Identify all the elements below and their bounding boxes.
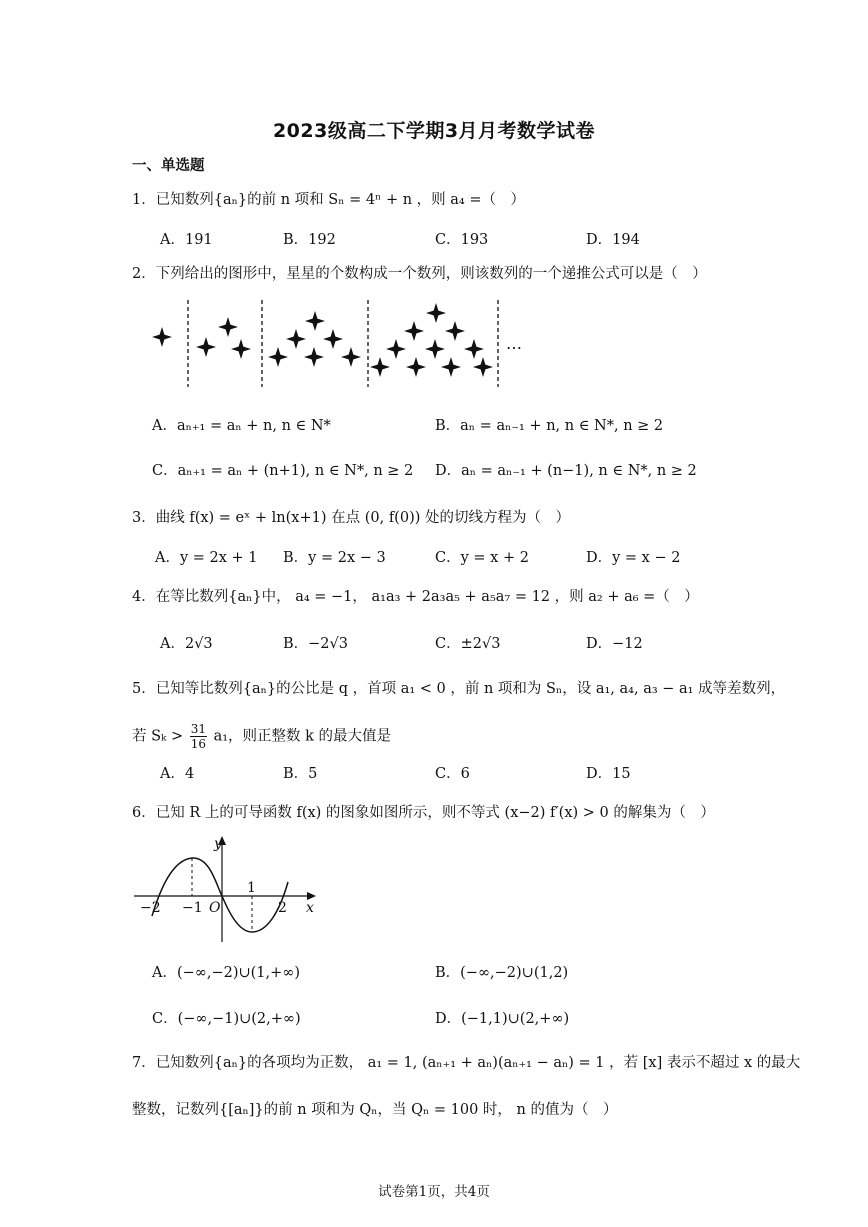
star-icon [425, 339, 445, 359]
q5-option-a: A．4 [160, 766, 195, 782]
question-7-stem-line2: 整数，记数列{[aₙ]}的前 n 项和为 Qₙ，当 Qₙ = 100 时， n 的值为（ ） [132, 1102, 618, 1118]
section-heading: 一、单选题 [132, 157, 205, 174]
q3-option-c: C．y = x + 2 [435, 550, 529, 566]
q2-option-d: D．aₙ = aₙ₋₁ + (n−1), n ∈ N*, n ≥ 2 [435, 463, 697, 479]
tick-label: −2 [140, 900, 161, 916]
q2-option-c: C．aₙ₊₁ = aₙ + (n+1), n ∈ N*, n ≥ 2 [152, 463, 414, 479]
page-title: 2023级高二下学期3月月考数学试卷 [272, 120, 596, 142]
star-pattern-figure [140, 295, 540, 395]
star-icon [152, 327, 172, 347]
star-icon [404, 321, 424, 341]
star-icon [341, 347, 361, 367]
star-icon [473, 357, 493, 377]
q2-option-b: B．aₙ = aₙ₋₁ + n, n ∈ N*, n ≥ 2 [435, 418, 664, 434]
origin-label: O [209, 900, 221, 916]
q3-option-d: D．y = x − 2 [586, 550, 681, 566]
q5-option-c: C．6 [435, 766, 470, 782]
star-icon [196, 337, 216, 357]
function-graph [130, 830, 330, 950]
star-icon [231, 339, 251, 359]
q6-option-d: D．(−1,1)∪(2,+∞) [435, 1011, 570, 1027]
page-footer: 试卷第1页，共4页 [378, 1184, 490, 1200]
question-5-stem: 5．已知等比数列{aₙ}的公比是 q ，首项 a₁ < 0 ，前 n 项和为 Sₙ，设 a₁, a₄, a₃ − a₁ 成等差数列， [132, 681, 786, 697]
ellipsis: … [506, 334, 522, 353]
question-5-stem-line2 [132, 722, 391, 751]
fraction-numerator: 31 [190, 722, 206, 736]
question-3-stem: 3．曲线 f(x) = eˣ + ln(x+1) 在点 (0, f(0)) 处的切线方程为（ ） [132, 510, 570, 526]
star-icon [323, 329, 343, 349]
q5-suffix: a₁，则正整数 k 的最大值是 [213, 728, 392, 745]
question-1-stem: 1．已知数列{aₙ}的前 n 项和 Sₙ = 4ⁿ + n ，则 a₄ =（ ） [132, 192, 525, 208]
star-icon [426, 303, 446, 323]
curve [152, 858, 288, 932]
q3-option-b: B．y = 2x − 3 [283, 550, 386, 566]
q6-option-c: C．(−∞,−1)∪(2,+∞) [152, 1011, 301, 1027]
star-icon [386, 339, 406, 359]
star-icon [441, 357, 461, 377]
x-label: x [306, 900, 314, 916]
q5-prefix: 若 Sₖ > [132, 728, 184, 745]
q1-option-d: D．194 [586, 232, 640, 248]
star-icon [445, 321, 465, 341]
q6-option-b: B．(−∞,−2)∪(1,2) [435, 965, 569, 981]
fraction [190, 722, 207, 751]
question-6-stem: 6．已知 R 上的可导函数 f(x) 的图象如图所示，则不等式 (x−2) f′(x) > 0 的解集为（ ） [132, 805, 715, 821]
q1-option-b: B．192 [283, 232, 336, 248]
q4-option-a: A．2√3 [160, 636, 213, 652]
x-axis-arrow-icon [307, 892, 316, 900]
tick-label: 1 [247, 880, 256, 896]
star-icon [464, 339, 484, 359]
q5-option-b: B．5 [283, 766, 318, 782]
star-icon [406, 357, 426, 377]
star-icon [218, 317, 238, 337]
star-icon [268, 347, 288, 367]
question-4-stem: 4．在等比数列{aₙ}中， a₄ = −1， a₁a₃ + 2a₃a₅ + a₅a₇ = 12 ，则 a₂ + a₆ =（ ） [132, 589, 699, 605]
y-label: y [214, 836, 222, 852]
q2-option-a: A．aₙ₊₁ = aₙ + n, n ∈ N* [152, 418, 331, 434]
tick-label: −1 [182, 900, 203, 916]
fraction-denominator: 16 [190, 737, 206, 751]
q4-option-b: B．−2√3 [283, 636, 348, 652]
q1-option-c: C．193 [435, 232, 489, 248]
q6-option-a: A．(−∞,−2)∪(1,+∞) [152, 965, 301, 981]
question-2-stem: 2．下列给出的图形中，星星的个数构成一个数列，则该数列的一个递推公式可以是（ ） [132, 266, 707, 282]
star-icon [305, 311, 325, 331]
q5-option-d: D．15 [586, 766, 631, 782]
q4-option-c: C．±2√3 [435, 636, 501, 652]
star-icon [370, 357, 390, 377]
question-7-stem: 7．已知数列{aₙ}的各项均为正数， a₁ = 1, (aₙ₊₁ + aₙ)(aₙ₊₁ − aₙ) = 1 ，若 [x] 表示不超过 x 的最大 [132, 1055, 801, 1071]
star-icon [304, 347, 324, 367]
tick-label: 2 [278, 900, 287, 916]
q1-option-a: A．191 [160, 232, 213, 248]
q3-option-a: A．y = 2x + 1 [155, 550, 258, 566]
q4-option-d: D．−12 [586, 636, 643, 652]
star-icon [286, 329, 306, 349]
